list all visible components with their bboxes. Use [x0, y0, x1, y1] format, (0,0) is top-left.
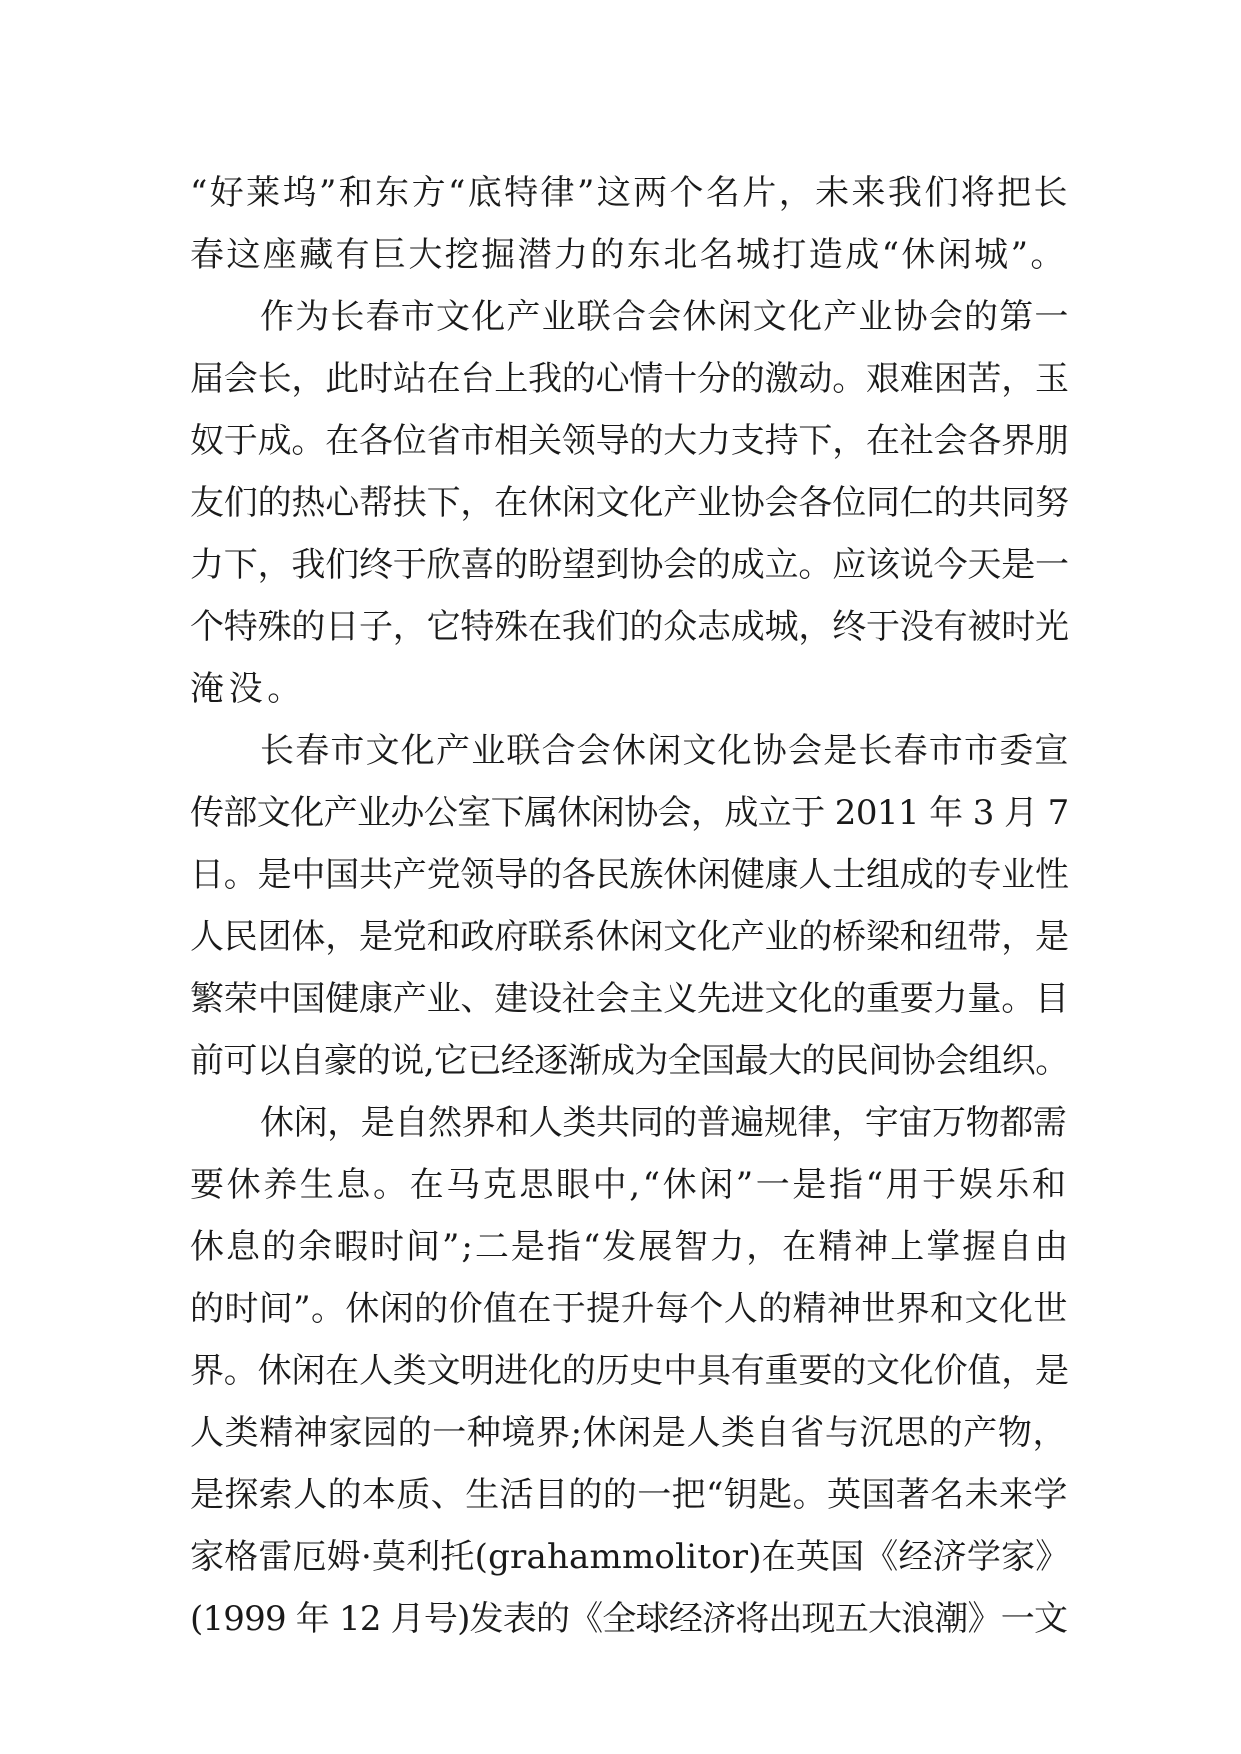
- text-line: 友们的热心帮扶下，在休闲文化产业协会各位同仁的共同努: [190, 483, 1069, 523]
- text-line: 是探索人的本质、生活目的的一把“钥匙。英国著名未来学: [190, 1475, 1068, 1515]
- text-line: 个特殊的日子，它特殊在我们的众志成城，终于没有被时光: [190, 607, 1069, 647]
- text-line: 传部文化产业办公室下属休闲协会，成立于 2011 年 3 月 7: [190, 793, 1069, 833]
- text-line: 的时间”。休闲的价值在于提升每个人的精神世界和文化世: [190, 1289, 1068, 1329]
- body-text: [190, 162, 1070, 1650]
- text-line: 春这座藏有巨大挖掘潜力的东北名城打造成“休闲城”。: [190, 235, 1067, 275]
- text-line: 淹没。: [190, 669, 306, 709]
- text-line: (1999 年 12 月号)发表的《全球经济将出现五大浪潮》一文: [190, 1599, 1068, 1639]
- text-line: 家格雷厄姆·莫利托(grahammolitor)在英国《经济学家》: [190, 1537, 1070, 1577]
- text-line: 休息的余暇时间”;二是指“发展智力，在精神上掌握自由: [190, 1227, 1071, 1267]
- text-line: 界。休闲在人类文明进化的历史中具有重要的文化价值，是: [190, 1351, 1069, 1391]
- text-line: 届会长，此时站在台上我的心情十分的激动。艰难困苦，玉: [190, 359, 1069, 399]
- text-line: 要休养生息。在马克思眼中,“休闲”一是指“用于娱乐和: [190, 1165, 1069, 1205]
- text-line: 人类精神家园的一种境界;休闲是人类自省与沉思的产物，: [190, 1413, 1068, 1453]
- text-line: 长春市文化产业联合会休闲文化协会是长春市市委宣: [260, 731, 1070, 771]
- text-line: 力下，我们终于欣喜的盼望到协会的成立。应该说今天是一: [190, 545, 1069, 585]
- text-line: 繁荣中国健康产业、建设社会主义先进文化的重要力量。目: [190, 979, 1069, 1019]
- text-line: 奴于成。在各位省市相关领导的大力支持下，在社会各界朋: [190, 421, 1069, 461]
- text-line: 日。是中国共产党领导的各民族休闲健康人士组成的专业性: [190, 855, 1069, 895]
- text-line: 休闲，是自然界和人类共同的普遍规律，宇宙万物都需: [260, 1103, 1067, 1143]
- text-line: 前可以自豪的说,它已经逐渐成为全国最大的民间协会组织。: [190, 1041, 1069, 1081]
- text-line: “好莱坞”和东方“底特律”这两个名片，未来我们将把长: [190, 173, 1070, 213]
- text-line: 作为长春市文化产业联合会休闲文化产业协会的第一: [260, 297, 1070, 337]
- text-line: 人民团体，是党和政府联系休闲文化产业的桥梁和纽带，是: [190, 917, 1069, 957]
